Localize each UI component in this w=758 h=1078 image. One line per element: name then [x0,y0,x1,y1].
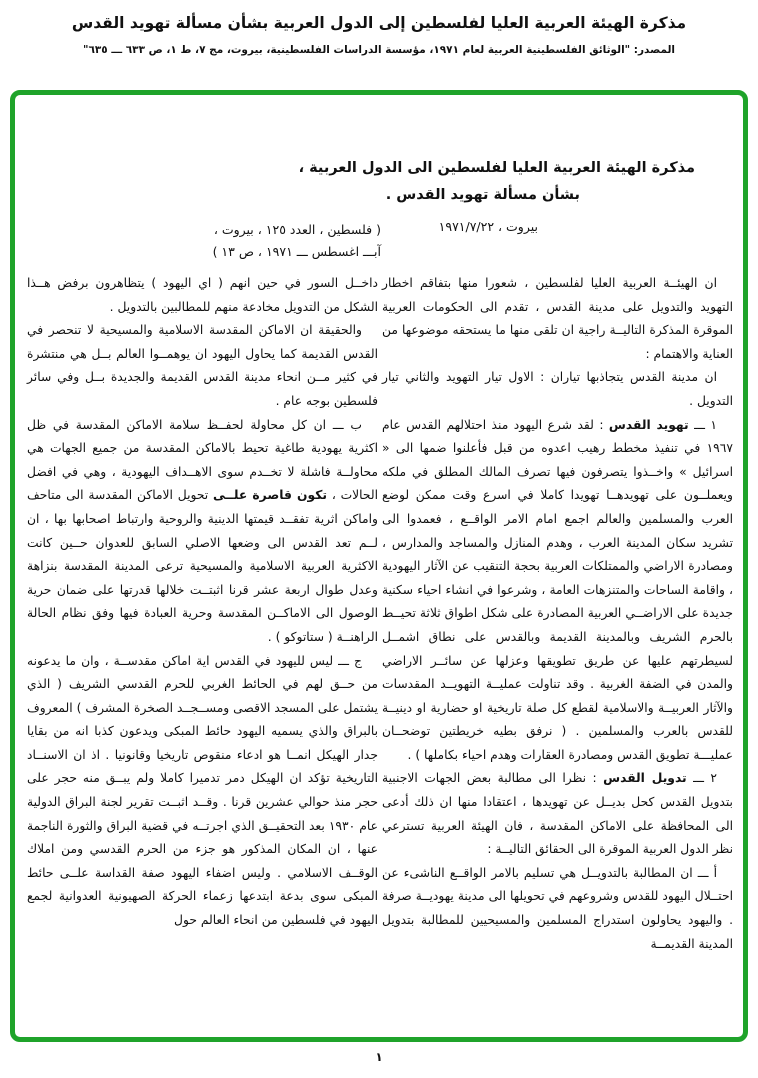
document-title [175,155,695,209]
page-header [0,14,758,56]
paragraph [382,272,733,366]
text-segment: داخــل السور في حين انهم ( اي اليهود ) يتظاهرون برفض هــذا الشكل من التدويل مخادعة منهم للمطالبين بالتدويل . [27,276,378,314]
header-source-line: المصدر: "الوثائق الفلسطينية العربية لعام ١٩٧١، مؤسسة الدراسات الفلسطينية، بيروت، مج ٧، ط ١، ص ٦٣٣ ـــ ٦٣٥" [82,44,676,56]
text-segment: تحويل الاماكن المقدسة الى متاحف واماكن اثرية تفقــد قيمتها الدينية والروحية وارتباط اصحابها بها ، ان لــم تعد القدس الى وضعها الاصلي السابق للعدوان حــين كانت الاكثرية العربية الاسلامية والمسيحية ترعى المدينة المقدسة بنزاهة وعدل طوال اربعة عشر قرنا اثبتــت خلالها قدرتها على ضمان حرية الوصول الى الاماكــن المقدسة وحرية العبادة فيها وفق نظام الحالة الراهنــة ( ستاتوكو ) . [27,488,378,644]
body-column-right [382,272,733,956]
citation-line1: ( فلسطين ، العدد ١٢٥ ، بيروت ، [213,222,381,237]
text-segment: : لقد شرع اليهود منذ احتلالهم القدس عام ١٩٦٧ في تنفيذ مخطط رهيب اعدوه من قبل فأعلنوا ضمها الى « اسرائيل » واخــذوا يتصرفون فيها تصرف المالك المطلق في ملكه ويعملــون على تهويدهــا تهويدا كاملا في اسرع وقت ممكن لوضع العرب والمسلمين والعالم اجمع امام الامر الواقــع ، فعمدوا الى تشريد سكان المدينة العرب ، وهدم المنازل والمساجد والمدارس ، ومصادرة الاراضي والممتلكات العربية بحجة التنقيب عن الآثار اليهودية ، واقامة الساحات والمتنزهات العامة ، وشرعوا في انشاء احياء سكنية جديدة على الاراضــي العربية المصادرة على شكل اطواق ثلاثة تحيــط بالحرم الشريف وبالمدينة القديمة وبالقدس على نطاق اشمــل لسيطرتهم عليها عن طريق تطويقها وعزلها عن سائــر الاراضي والمدن في الضفة الغربية . وقد تناولت عمليــة التهويــد المقدسات والآثار العربيــة والاسلامية لقطع كل صلة تاريخية او حضارية او دينيــة للقدس بالعرب والمسلمين . ( نرفق بطيه خريطتين توضحــان عمليـــة تطويق القدس ومصادرة العقارات وهدم احياء بكاملها ) . [382,417,733,762]
text-segment: : نظرا الى مطالبة بعض الجهات الاجنبية بتدويل القدس كحل بديــل عن تهويدها ، اعتقادا منها ان ذلك أدعى الى المحافظة على الاماكن المقدسة ، فان الهيئة العربية تسترعي نظر الدول العربية الموقرة الى الحقائق التاليــة : [382,771,733,857]
dateline: بيروت ، ١٩٧١/٧/٢٢ [438,219,538,234]
citation-line2: آبـــ اغسطس ـــ ١٩٧١ ، ص ١٣ ) [212,244,381,259]
text-segment: أ ـــ ان المطالبة بالتدويــل هي تسليم بالامر الواقــع الناشىء عن احتــلال اليهود للقدس وشروعهم في تحويلها الى مدينة يهوديــة صرفة . واليهود يحاولون استدراج المسلمين والمسيحيين للمطالبة بتدويل المدينة القديمــة [382,865,733,951]
paragraph [382,862,733,956]
source-citation [176,219,381,263]
page-number: ١ [375,1050,383,1064]
text-segment: ان الهيئــة العربية العليا لفلسطين ، شعورا منها بتفاقم اخطار التهويد والتدويل على مدينة القدس ، تقدم الى الحكومات العربية الموقرة المذكرة التاليــة راجية ان تلقى منها ما يستحقه موضوعها من العناية والاهتمام : [382,276,733,361]
text-segment: ج ـــ ليس لليهود في القدس اية اماكن مقدســة ، وان ما يدعونه من حــق لهم في الحائط الغربي للحرم القدسي الشريف ( الذي يشتمل على المسجد الاقصى ومســجــد الصخرة المشرف ) المعروف بالبراق والذي يسميه اليهود حائط المبكى ويدعون كذبا انه من بقايا جدار الهيكل انمــا هو ادعاء منقوص تاريخيا وقانونيا . اذ ان الاسنــاد التاريخية تؤكد ان الهيكل دمر تدميرا كاملا ولم يبــق منه حجر على حجر منذ حوالي عشرين قرنا . وقــد اثبــت تقرير لجنة البراق الدولية عام ١٩٣٠ بعد التحقيــق الذي اجرتــه في قضية البراق والثورة الناجمة عنها ، ان المكان المذكور هو جزء من الحرم القدسي ومن املاك الوقــف الاسلامي . وليس اضفاء اليهود صفة القداسة علــى حائط المبكى سوى بدعة ابتدعها زعماء الحركة الصهيونية العدوانية لجمع اليهود في فلسطين من انحاء العالم حول [27,653,378,928]
bold-text-segment: تدويل القدس [603,771,687,786]
body-column-left [27,272,378,933]
bold-text-segment: تكون قاصرة علــى [213,488,328,503]
text-segment: ١ ـــ [688,417,717,432]
paragraph [382,767,733,861]
document-title-line2: بشأن مسألة تهويد القدس . [385,187,580,203]
date-citation-row [15,217,743,269]
text-segment: ب ـــ ان كل محاولة لحفــظ سلامة الاماكن المقدسة في ظل اكثرية يهودية طاغية تحيط بالاماكن المقدسة من جميع الجهات هي محاولــة فاشلة لا تخــدم سوى الاهــداف اليهودية ، وهي في افضل الحالات ، [27,417,379,503]
text-segment: والحقيقة ان الاماكن المقدسة الاسلامية والمسيحية لا تنحصر في القدس القديمة كما يحاول اليهود ان يوهمــوا العالم بــل هي منتشرة في كثير مــن انحاء مدينة القدس القديمة والجديدة بــل وفي سائر فلسطين بوجه عام . [27,323,378,408]
green-border-frame [10,90,748,1042]
text-segment: ان مدينة القدس يتجاذبها تياران : الاول تيار التهويد والثاني تيار التدويل . [382,370,733,408]
document-title-line1: مذكرة الهيئة العربية العليا لفلسطين الى الدول العربية ، [298,160,695,176]
paragraph [382,414,733,768]
header-title: مذكرة الهيئة العربية العليا لفلسطين إلى الدول العربية بشأن مسألة تهويد القدس [71,14,687,32]
paragraph [27,650,378,933]
text-segment: ٢ ـــ [686,771,717,786]
body-columns [23,272,735,1029]
paragraph [27,272,378,319]
paragraph [27,319,378,413]
paragraph [27,414,378,650]
bold-text-segment: تهويد القدس [608,417,689,432]
paragraph [382,366,733,413]
